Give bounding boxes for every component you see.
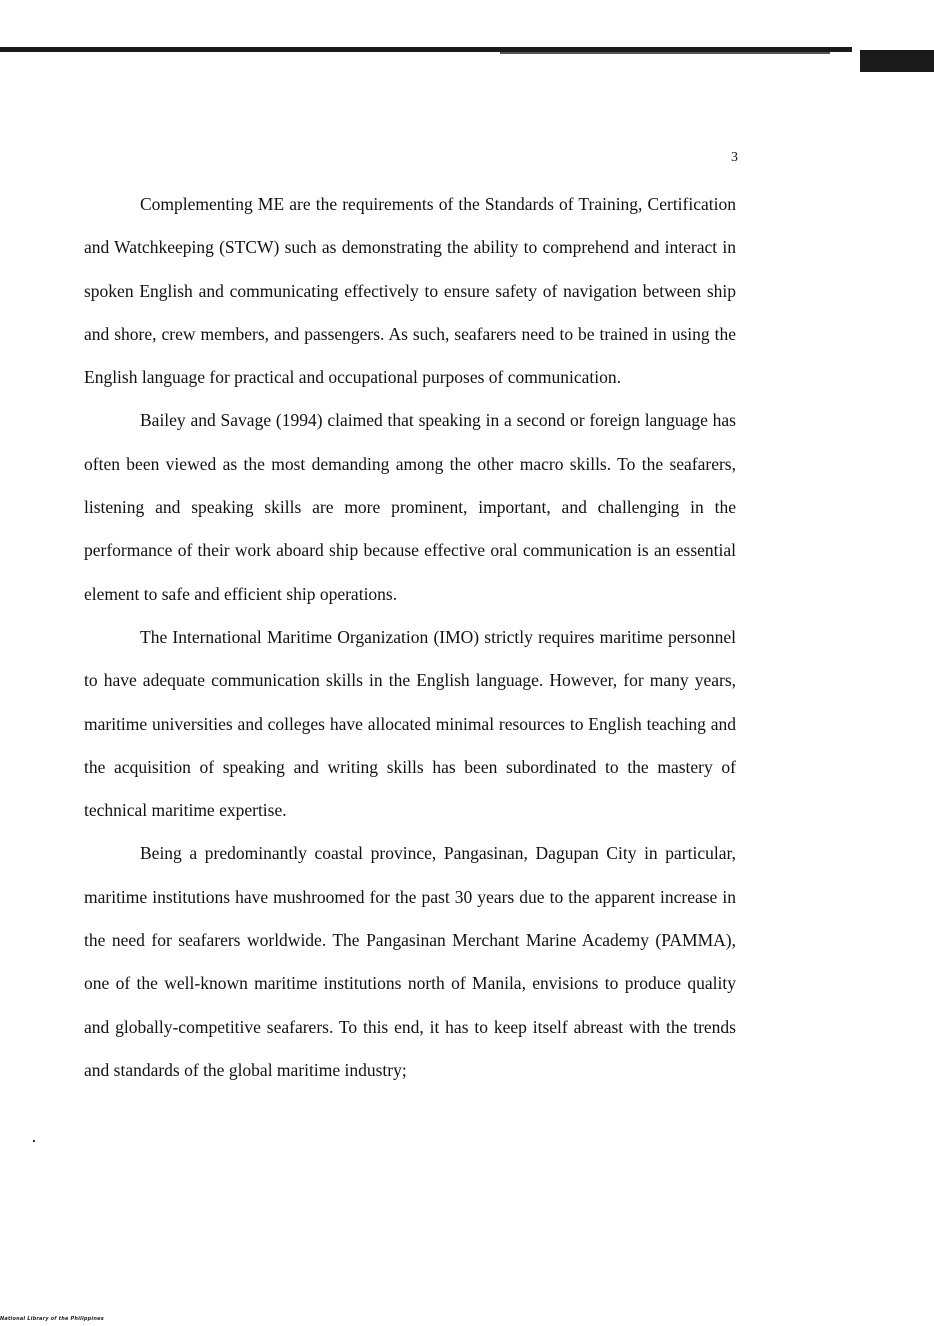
paragraph-imo-requirements: The International Maritime Organization (IMO) strictly requires maritime personnel to have adequate communication skills in the English language. However, for many years, maritime universities and colleges have allocated minimal resources to English teaching and the acquisition of speaking and writing skills has been subordinated to the mastery of technical maritime expertise. xyxy=(84,626,736,821)
scan-corner-mark xyxy=(860,50,934,72)
paragraph-speaking-skills: Bailey and Savage (1994) claimed that speaking in a second or foreign language has often been viewed as the most demanding among the other macro skills. To the seafarers, listening and speaking skills are more prominent, important, and challenging in the performance of their work aboard ship because effective oral communication is an essential element to safe and efficient ship operations. xyxy=(84,410,736,604)
scan-artifact-dot xyxy=(33,1140,35,1142)
document-body xyxy=(84,183,736,1092)
footer-library-stamp: National Library of the Philippines xyxy=(0,1316,104,1322)
paragraph-pangasinan-pamma: Being a predominantly coastal province, Pangasinan, Dagupan City in particular, maritime institutions have mushroomed for the past 30 years due to the apparent increase in the need for seafarers worldwide. The Pangasinan Merchant Marine Academy (PAMMA), one of the well-known maritime institutions north of Manila, envisions to produce quality and globally-competitive seafarers. To this end, it has to keep itself abreast with the trends and standards of the global maritime industry; xyxy=(84,843,736,1080)
scan-top-edge-shadow xyxy=(500,52,830,54)
paragraph-stcw-requirements: Complementing ME are the requirements of the Standards of Training, Certification and Watchkeeping (STCW) such as demonstrating the ability to comprehend and interact in spoken English and communicating effectively to ensure safety of navigation between ship and shore, crew members, and passengers. As such, seafarers need to be trained in using the English language for practical and occupational purposes of communication. xyxy=(84,194,736,388)
page-number: 3 xyxy=(731,150,738,165)
